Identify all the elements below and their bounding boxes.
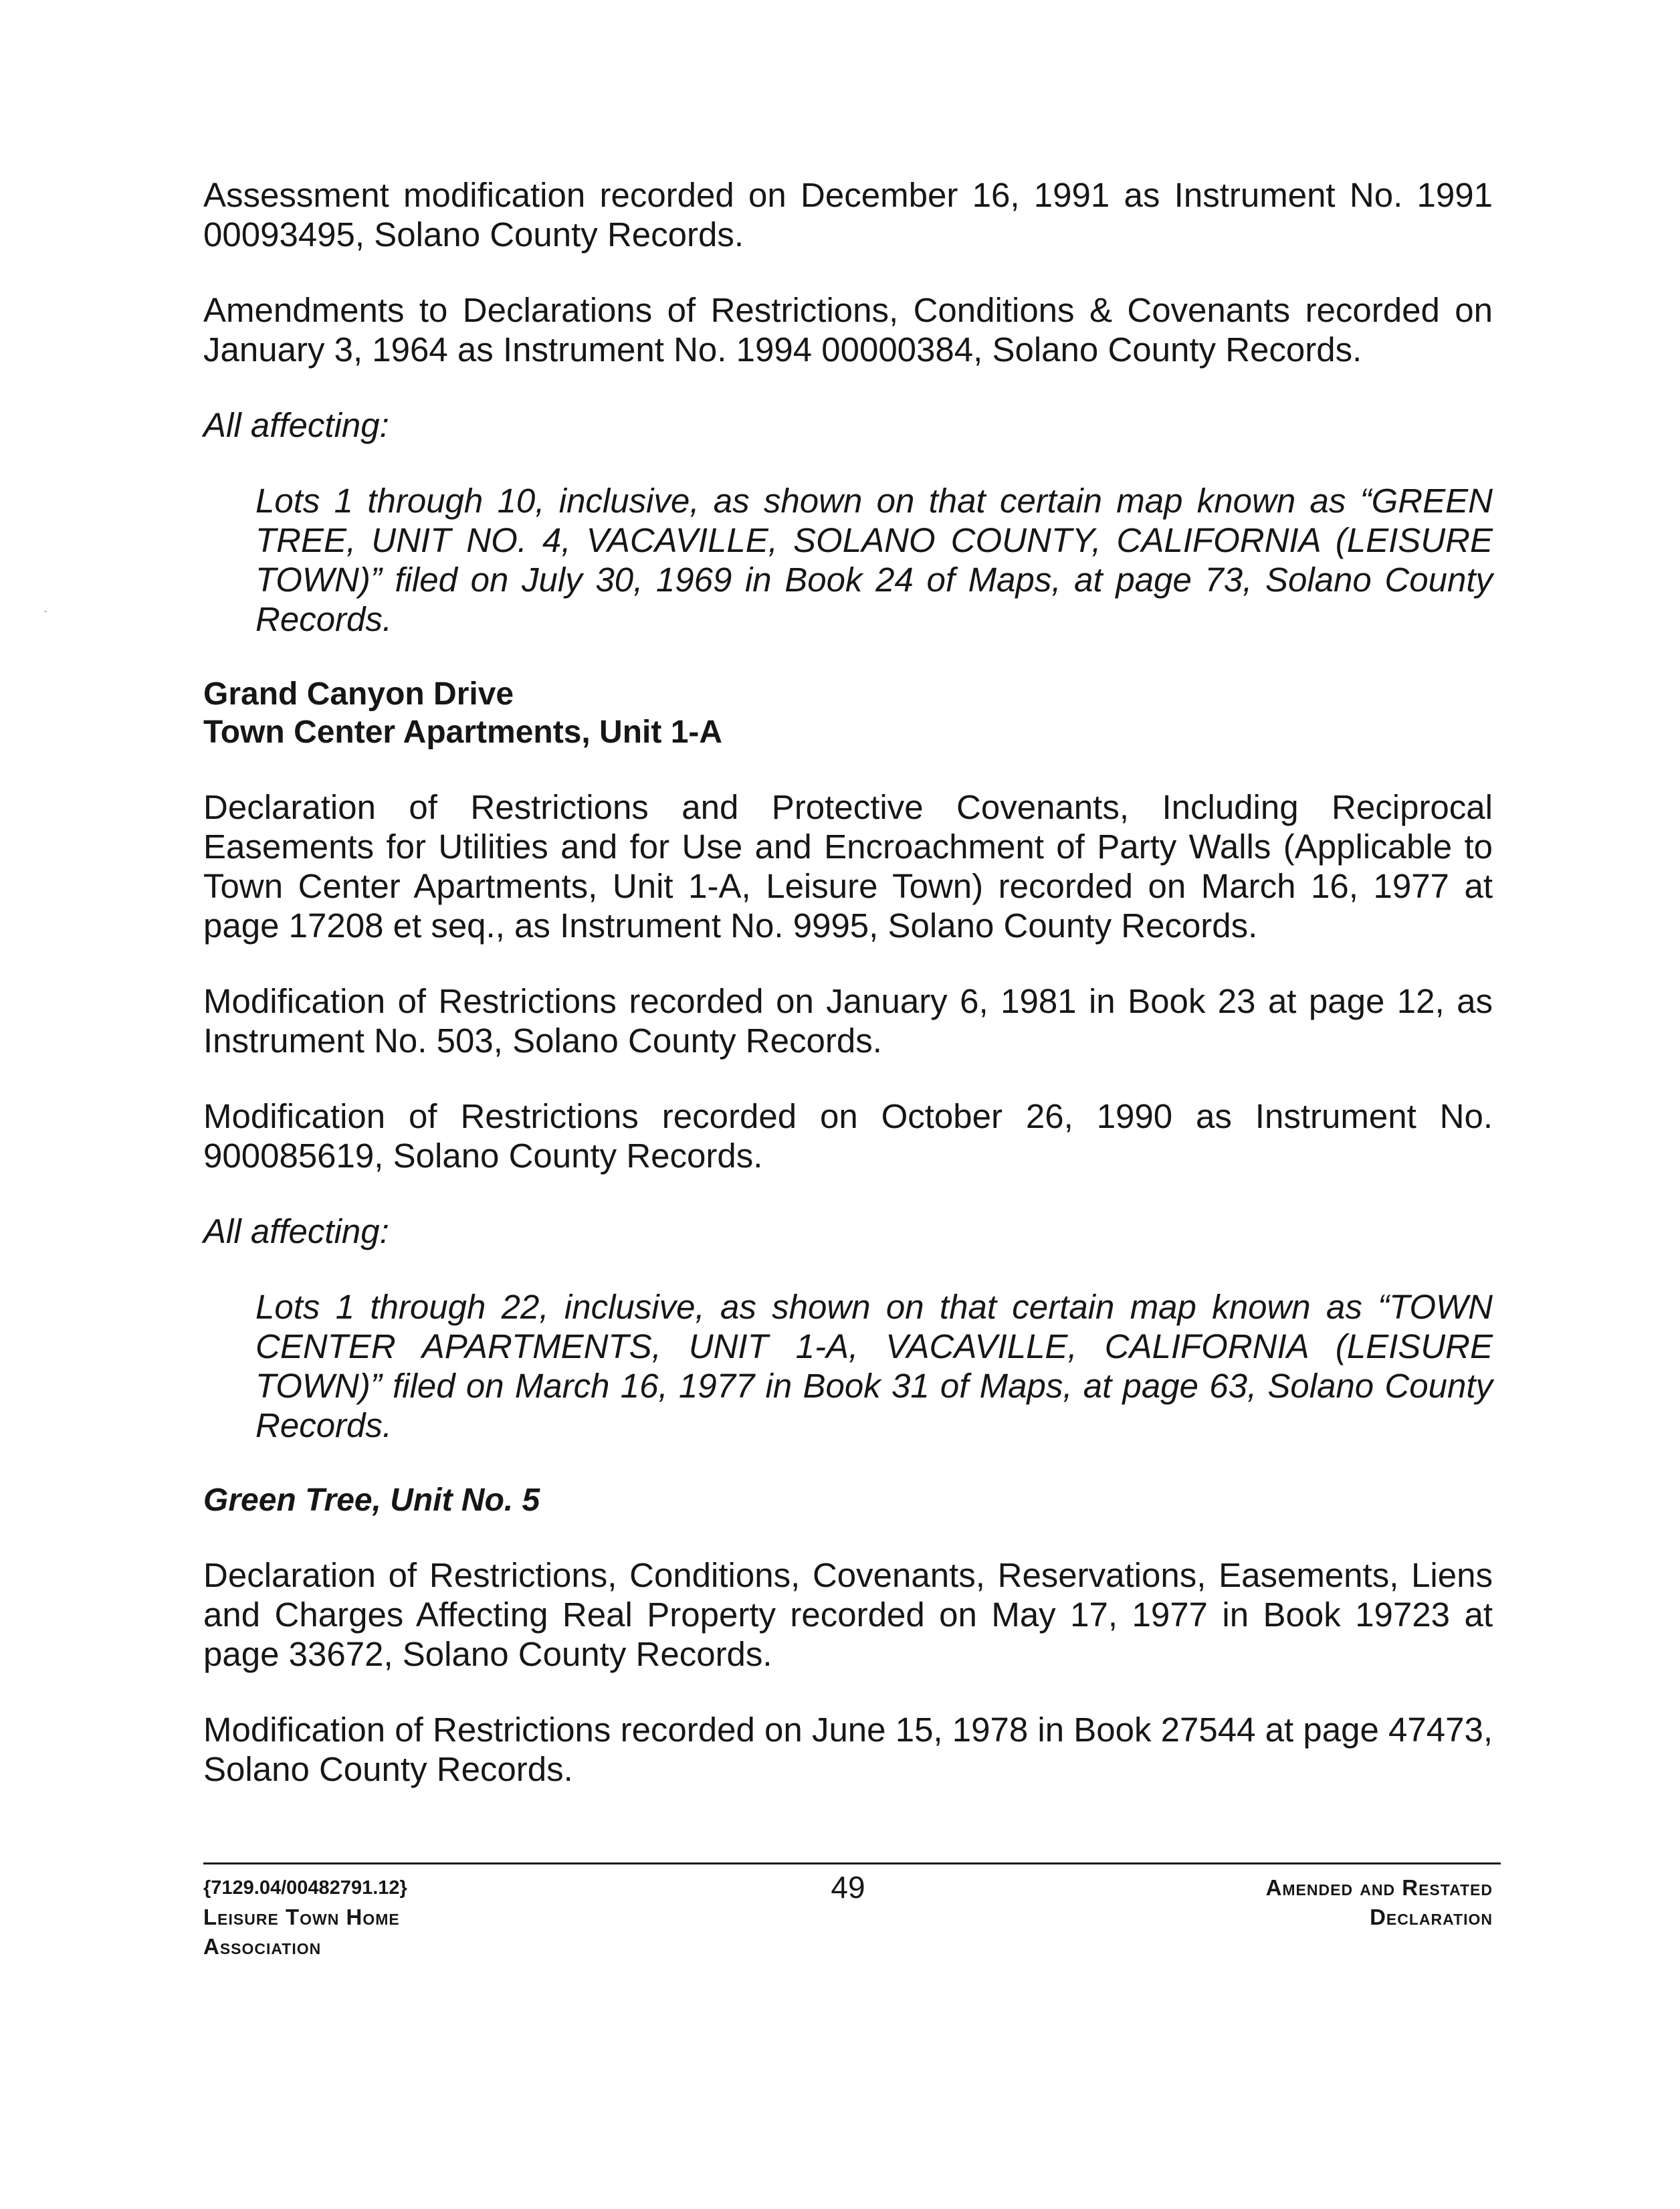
paragraph-declaration-green-tree-5: Declaration of Restrictions, Conditions, Covenants, Reservations, Easements, Liens and Charges Affecting Real Property recorded on May 17, 1977 in Book 19723 at page 33672, Solano County Records.: [203, 1556, 1493, 1673]
heading-street: Grand Canyon Drive: [203, 676, 514, 712]
paragraph-modification-1981: Modification of Restrictions recorded on January 6, 1981 in Book 23 at page 12, as Instrument No. 503, Solano County Records.: [203, 982, 1493, 1060]
association-name-line1: Leisure Town Home: [203, 1905, 400, 1929]
association-name-line2: Association: [203, 1934, 322, 1959]
section-heading-green-tree-5: Green Tree, Unit No. 5: [203, 1482, 540, 1518]
all-affecting-label: All affecting:: [203, 1212, 389, 1250]
lots-description-town-center: Lots 1 through 22, inclusive, as shown on that certain map known as “TOWN CENTER APARTMENTS, UNIT 1-A, VACAVILLE, CALIFORNIA (LEISURE TOWN)” filed on March 16, 1977 in Book 31 of Maps, at page 63, Solano County Records.: [255, 1288, 1493, 1444]
document-title-line1: Amended and Restated: [1265, 1875, 1493, 1900]
footer-divider: [203, 1862, 1501, 1864]
paragraph-assessment-modification: Assessment modification recorded on December 16, 1991 as Instrument No. 1991 00093495, Solano County Records.: [203, 176, 1493, 254]
document-id: {7129.04/00482791.12}: [203, 1877, 407, 1899]
section-heading-grand-canyon: [203, 675, 1493, 751]
page-body: [203, 175, 1493, 1825]
paragraph-amendments: Amendments to Declarations of Restrictions, Conditions & Covenants recorded on January 3, 1964 as Instrument No. 1994 00000384, Solano County Records.: [203, 291, 1493, 369]
heading-subdivision: Town Center Apartments, Unit 1-A: [203, 714, 723, 750]
scan-speck: [44, 611, 47, 612]
paragraph-declaration-town-center: Declaration of Restrictions and Protective Covenants, Including Reciprocal Easements for Utilities and for Use and Encroachment of Party Walls (Applicable to Town Center Apartments, Unit 1-A, Leisure Town) recorded on March 16, 1977 at page 17208 et seq., as Instrument No. 9995, Solano County Records.: [203, 788, 1493, 945]
paragraph-modification-1978: Modification of Restrictions recorded on June 15, 1978 in Book 27544 at page 47473, Solano County Records.: [203, 1711, 1493, 1788]
footer-right: [1266, 1873, 1493, 1932]
all-affecting-label: All affecting:: [203, 406, 389, 444]
page-number: 49: [831, 1870, 865, 1905]
paragraph-modification-1990: Modification of Restrictions recorded on October 26, 1990 as Instrument No. 900085619, Solano County Records.: [203, 1097, 1493, 1175]
lots-description-green-tree-4: Lots 1 through 10, inclusive, as shown on that certain map known as “GREEN TREE, UNIT NO. 4, VACAVILLE, SOLANO COUNTY, CALIFORNIA (LEISURE TOWN)” filed on July 30, 1969 in Book 24 of Maps, at page 73, Solano County Records.: [255, 482, 1493, 638]
document-title-line2: Declaration: [1370, 1905, 1493, 1929]
